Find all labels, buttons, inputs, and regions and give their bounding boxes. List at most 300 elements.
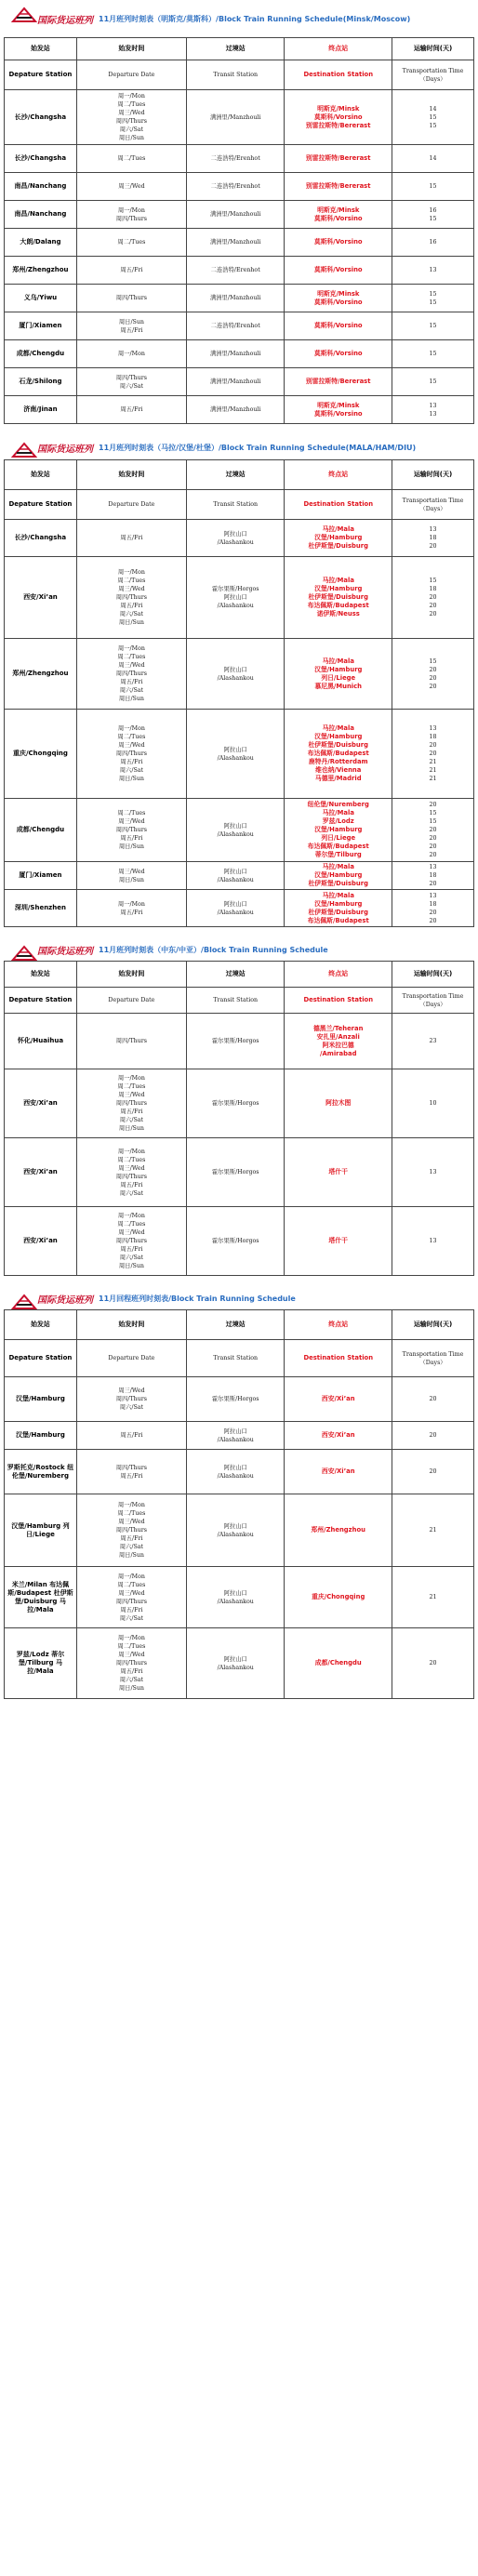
- transit-line: 阿拉山口: [223, 1589, 247, 1597]
- column-header: 终点站: [285, 1310, 392, 1340]
- origin-station: 怀化/Huaihua: [5, 1014, 77, 1069]
- column-header: 始发站: [5, 1310, 77, 1340]
- departure-date: 周五/Fri: [120, 1109, 143, 1115]
- origin-station: 长沙/Changsha: [5, 90, 77, 145]
- origin-station: 南昌/Nanchang: [5, 173, 77, 201]
- schedule-section: [0, 0, 478, 424]
- transit-line: /Alashankou: [217, 1598, 254, 1605]
- transit-station: [186, 1628, 285, 1699]
- transit-line: /Alashankou: [217, 909, 254, 916]
- transit-station: [186, 90, 285, 145]
- days-value: 15: [429, 299, 437, 306]
- destination-stations: [285, 890, 392, 927]
- transport-days: [392, 890, 474, 927]
- days-value: 20: [429, 827, 437, 833]
- departure-date: 周二/Tues: [117, 1083, 146, 1090]
- column-subheader: Transportation Time（Days）: [392, 1340, 474, 1377]
- table-row: [5, 1628, 474, 1699]
- departure-dates: [76, 1377, 186, 1422]
- transit-line: 霍尔果斯/Horgos: [211, 1396, 259, 1402]
- table-row: [5, 557, 474, 639]
- departure-date: 周六/Sat: [119, 1677, 144, 1683]
- transit-line: /Alashankou: [217, 538, 254, 546]
- days-value: 20: [429, 611, 437, 617]
- destination: 诺伊斯/Neuss: [316, 610, 360, 617]
- departure-dates: [76, 173, 186, 201]
- transit-line: /Alashankou: [217, 830, 254, 838]
- column-subheader: Transit Station: [186, 988, 285, 1014]
- schedule-section: [0, 938, 478, 1276]
- destination-stations: [285, 520, 392, 557]
- destination: 别雷拉斯特/Bererast: [306, 182, 371, 190]
- days-value: 13: [429, 725, 437, 732]
- days-value: 15: [429, 818, 437, 825]
- transit-station: [186, 257, 285, 285]
- train-logo-icon: [11, 7, 37, 23]
- days-value: 14: [429, 105, 437, 113]
- departure-date: 周五/Fri: [120, 1472, 143, 1480]
- departure-date: 周三/Wed: [118, 742, 145, 749]
- transit-line: 满洲里/Manzhouli: [209, 406, 261, 413]
- table-row: [5, 90, 474, 145]
- column-header: 过境站: [186, 962, 285, 988]
- departure-date: 周一/Mon: [117, 900, 145, 908]
- transit-station: [186, 710, 285, 799]
- transit-station: [186, 173, 285, 201]
- destination-stations: [285, 396, 392, 424]
- departure-dates: [76, 257, 186, 285]
- departure-date: 周五/Fri: [120, 603, 143, 609]
- column-subheader: Destination Station: [285, 988, 392, 1014]
- transit-line: 二连浩特/Erenhot: [210, 323, 260, 329]
- brand-name: 国际货运班列: [37, 1295, 93, 1306]
- column-subheader: Transportation Time（Days）: [392, 490, 474, 520]
- days-value: 15: [429, 215, 437, 222]
- destination-stations: [285, 1450, 392, 1494]
- transit-line: 阿拉山口: [223, 530, 247, 538]
- transit-line: /Alashankou: [217, 1436, 254, 1443]
- table-row: [5, 1138, 474, 1207]
- departure-date: 周五/Fri: [120, 535, 143, 541]
- transport-days: [392, 639, 474, 710]
- departure-date: 周四/Thurs: [115, 671, 148, 677]
- transit-line: 阿拉山口: [223, 1522, 247, 1530]
- transit-station: [186, 368, 285, 396]
- transit-line: 阿拉山口: [223, 822, 247, 830]
- destination: 列日/Liege: [321, 673, 356, 682]
- transport-days: [392, 1494, 474, 1567]
- transit-line: 满洲里/Manzhouli: [209, 295, 261, 301]
- destination: 汉堡/Hamburg: [314, 585, 363, 592]
- days-value: 20: [429, 802, 437, 808]
- days-value: 20: [429, 674, 437, 682]
- origin-station: 汉堡/Hamburg 列日/Liege: [5, 1494, 77, 1567]
- destination-stations: [285, 1422, 392, 1450]
- days-value: 20: [429, 1660, 437, 1666]
- column-header: 始发时间: [76, 460, 186, 490]
- brand-name: 国际货运班列: [37, 444, 93, 455]
- days-value: 20: [429, 917, 437, 924]
- destination: 维也纳/Vienna: [315, 766, 362, 774]
- origin-station: 大朗/Dalang: [5, 229, 77, 257]
- departure-date: 周日/Sun: [118, 1125, 144, 1132]
- transit-station: [186, 557, 285, 639]
- departure-date: 周一/Mon: [117, 1213, 145, 1219]
- departure-date: 周四/Thurs: [115, 594, 148, 601]
- table-row: [5, 145, 474, 173]
- transit-station: [186, 340, 285, 368]
- destination: 汉堡/Hamburg: [314, 871, 363, 879]
- destination: 莫斯科/Vorsino: [313, 409, 363, 418]
- departure-date: 周一/Mon: [117, 93, 145, 100]
- destination-stations: [285, 90, 392, 145]
- departure-date: 周六/Sat: [119, 767, 144, 774]
- days-value: 20: [429, 666, 437, 673]
- transport-days: [392, 1422, 474, 1450]
- destination: 布达佩斯/Budapest: [307, 843, 369, 850]
- transit-line: /Alashankou: [217, 603, 254, 609]
- days-value: 13: [429, 410, 437, 418]
- destination: 布达佩斯/Budapest: [307, 602, 369, 609]
- departure-date: 周日/Sun: [118, 318, 144, 325]
- transport-days: [392, 1450, 474, 1494]
- destination: 塔什干: [328, 1237, 348, 1244]
- days-value: 20: [429, 909, 437, 916]
- transport-days: [392, 1207, 474, 1276]
- departure-date: 周三/Wed: [118, 183, 145, 190]
- days-value: 18: [429, 872, 437, 879]
- destination: 明斯克/Minsk: [317, 206, 360, 214]
- days-value: 13: [429, 892, 437, 899]
- transport-days: [392, 710, 474, 799]
- departure-date: 周日/Sun: [118, 1552, 144, 1559]
- destination: 杜伊斯堡/Duisburg: [308, 741, 368, 749]
- section-title: 11月班列时刻表（中东/中亚）/Block Train Running Schedule: [99, 945, 328, 954]
- table-subheader-row: [5, 60, 474, 90]
- departure-date: 周五/Fri: [120, 267, 143, 273]
- days-value: 21: [429, 767, 437, 774]
- destination-stations: [285, 340, 392, 368]
- origin-station: 罗兹/Lodz 蒂尔堡/Tilburg 马拉/Mala: [5, 1628, 77, 1699]
- days-value: 20: [429, 543, 437, 550]
- transport-days: [392, 340, 474, 368]
- destination: 莫斯科/Vorsino: [313, 214, 363, 222]
- departure-date: 周六/Sat: [119, 1189, 144, 1197]
- departure-date: 周六/Sat: [119, 126, 144, 133]
- departure-date: 周五/Fri: [120, 835, 143, 842]
- origin-station: 厦门/Xiamen: [5, 862, 77, 890]
- train-logo-icon: [11, 442, 37, 458]
- departure-date: 周日/Sun: [118, 1263, 144, 1269]
- transit-station: [186, 1377, 285, 1422]
- destination: 莫斯科/Vorsino: [313, 298, 363, 306]
- origin-station: 汉堡/Hamburg: [5, 1377, 77, 1422]
- table-row: [5, 340, 474, 368]
- destination: 马拉/Mala: [322, 724, 354, 732]
- departure-date: 周日/Sun: [118, 696, 144, 702]
- transport-days: [392, 862, 474, 890]
- destination: 杜伊斯堡/Duisburg: [308, 880, 368, 887]
- transit-station: [186, 229, 285, 257]
- destination: 慕尼黑/Munich: [314, 682, 362, 690]
- transit-station: [186, 1014, 285, 1069]
- departure-dates: [76, 1567, 186, 1628]
- departure-date: 周一/Mon: [117, 1502, 145, 1508]
- table-row: [5, 890, 474, 927]
- table-row: [5, 1450, 474, 1494]
- transport-days: [392, 201, 474, 229]
- schedule-table: [4, 37, 474, 424]
- transport-days: [392, 257, 474, 285]
- destination: 杜伊斯堡/Duisburg: [308, 542, 368, 550]
- transit-station: [186, 1422, 285, 1450]
- column-header: 过境站: [186, 1310, 285, 1340]
- destination: 郑州/Zhengzhou: [311, 1526, 365, 1534]
- departure-date: 周一/Mon: [117, 725, 145, 732]
- transit-line: 满洲里/Manzhouli: [209, 378, 261, 385]
- schedule-table: [4, 1309, 474, 1699]
- departure-date: 周四/Thurs: [115, 374, 148, 381]
- section-title: 11月班列时刻表（明斯克/莫斯科）/Block Train Running Schedule(Minsk/Moscow): [99, 14, 411, 23]
- departure-date: 周一/Mon: [117, 569, 145, 576]
- days-value: 13: [429, 1169, 437, 1175]
- days-value: 20: [429, 683, 437, 690]
- transport-days: [392, 145, 474, 173]
- column-subheader: Transit Station: [186, 490, 285, 520]
- transport-days: [392, 285, 474, 312]
- column-header: 始发站: [5, 962, 77, 988]
- destination-stations: [285, 710, 392, 799]
- transit-station: [186, 862, 285, 890]
- destination: 别雷拉斯特/Bererast: [306, 378, 371, 385]
- destination: 西安/Xi’an: [321, 1395, 355, 1402]
- transit-station: [186, 1207, 285, 1276]
- transit-line: 二连浩特/Erenhot: [210, 183, 260, 190]
- departure-date: 周四/Thurs: [115, 215, 148, 222]
- departure-date: 周二/Tues: [117, 1221, 146, 1228]
- days-value: 13: [429, 526, 437, 533]
- days-value: 15: [429, 657, 437, 665]
- destination: 汉堡/Hamburg: [314, 899, 363, 908]
- column-subheader: Destination Station: [285, 490, 392, 520]
- train-logo-icon: [11, 945, 37, 962]
- days-value: 18: [429, 900, 437, 908]
- table-row: [5, 862, 474, 890]
- departure-date: 周二/Tues: [117, 654, 146, 660]
- destination: 马拉/Mala: [322, 525, 354, 533]
- transit-station: [186, 1450, 285, 1494]
- column-subheader: Departure Date: [76, 1340, 186, 1377]
- table-header-row: [5, 1310, 474, 1340]
- destination: 西安/Xi’an: [321, 1431, 355, 1439]
- departure-date: 周二/Tues: [117, 810, 146, 817]
- departure-date: 周五/Fri: [120, 1606, 143, 1613]
- transit-line: 满洲里/Manzhouli: [209, 211, 261, 218]
- transit-line: 霍尔果斯/Horgos: [211, 586, 259, 592]
- departure-dates: [76, 1628, 186, 1699]
- transit-line: /Alashankou: [217, 674, 254, 682]
- table-header-row: [5, 460, 474, 490]
- table-row: [5, 312, 474, 340]
- departure-date: 周一/Mon: [117, 1573, 145, 1580]
- origin-station: 南昌/Nanchang: [5, 201, 77, 229]
- destination: 列日/Liege: [321, 834, 356, 842]
- column-subheader: Destination Station: [285, 1340, 392, 1377]
- section-header: [0, 0, 478, 37]
- destination-stations: [285, 799, 392, 862]
- departure-dates: [76, 340, 186, 368]
- destination: 莫斯科/Vorsino: [313, 322, 363, 329]
- transport-days: [392, 520, 474, 557]
- destination-stations: [285, 1628, 392, 1699]
- departure-date: 周五/Fri: [120, 1432, 143, 1439]
- transport-days: [392, 1567, 474, 1628]
- departure-date: 周三/Wed: [118, 1652, 145, 1658]
- departure-dates: [76, 368, 186, 396]
- transit-station: [186, 201, 285, 229]
- departure-date: 周二/Tues: [117, 578, 146, 584]
- destination-stations: [285, 1138, 392, 1207]
- days-value: 21: [429, 759, 437, 765]
- days-value: 20: [429, 594, 437, 601]
- table-row: [5, 1494, 474, 1567]
- days-value: 18: [429, 734, 437, 740]
- days-value: 18: [429, 586, 437, 592]
- departure-date: 周日/Sun: [118, 619, 144, 626]
- days-value: 15: [429, 113, 437, 121]
- column-header: 终点站: [285, 38, 392, 60]
- departure-date: 周四/Thurs: [115, 827, 148, 833]
- destination: 塔什干: [328, 1168, 348, 1175]
- departure-date: 周四/Thurs: [115, 1598, 148, 1605]
- departure-dates: [76, 201, 186, 229]
- section-title: 11月回程班列时刻表/Block Train Running Schedule: [99, 1294, 296, 1303]
- departure-date: 周二/Tues: [117, 239, 146, 246]
- destination: 莫斯科/Vorsino: [313, 238, 363, 246]
- departure-date: 周四/Thurs: [115, 1038, 148, 1044]
- transit-station: [186, 396, 285, 424]
- destination: 布达佩斯/Budapest: [307, 750, 369, 757]
- table-row: [5, 201, 474, 229]
- column-header: 运输时间(天): [392, 1310, 474, 1340]
- origin-station: 义乌/Yiwu: [5, 285, 77, 312]
- transport-days: [392, 1014, 474, 1069]
- column-header: 终点站: [285, 460, 392, 490]
- departure-date: 周三/Wed: [118, 1589, 145, 1597]
- departure-dates: [76, 890, 186, 927]
- destination: 德黑兰/Teheran: [313, 1024, 364, 1032]
- departure-date: 周五/Fri: [120, 406, 143, 413]
- departure-dates: [76, 1014, 186, 1069]
- days-value: 21: [429, 1527, 437, 1534]
- departure-date: 周四/Thurs: [115, 750, 148, 757]
- destination: 蒂尔堡/Tilburg: [314, 851, 362, 858]
- column-header: 始发站: [5, 38, 77, 60]
- departure-date: 周三/Wed: [118, 1388, 145, 1394]
- transit-line: 霍尔果斯/Horgos: [211, 1169, 259, 1175]
- days-value: 15: [429, 351, 437, 357]
- destination: 明斯克/Minsk: [317, 104, 360, 113]
- column-subheader: Depature Station: [5, 490, 77, 520]
- days-value: 20: [429, 750, 437, 757]
- transit-line: 满洲里/Manzhouli: [209, 239, 261, 246]
- destination: 汉堡/Hamburg: [314, 733, 363, 740]
- destination-stations: [285, 1377, 392, 1422]
- table-row: [5, 1567, 474, 1628]
- transit-station: [186, 1494, 285, 1567]
- days-value: 15: [429, 323, 437, 329]
- transport-days: [392, 229, 474, 257]
- transit-station: [186, 285, 285, 312]
- destination: 马拉/Mala: [322, 863, 354, 870]
- transport-days: [392, 799, 474, 862]
- destination: 马拉/Mala: [322, 809, 354, 817]
- destination: 莫斯科/Vorsino: [313, 350, 363, 357]
- destination: 西安/Xi’an: [321, 1467, 355, 1475]
- departure-date: 周五/Fri: [120, 759, 143, 765]
- brand-name: 国际货运班列: [37, 15, 93, 26]
- transport-days: [392, 396, 474, 424]
- transport-days: [392, 173, 474, 201]
- departure-dates: [76, 1422, 186, 1450]
- destination: 鹿特丹/Rotterdam: [308, 758, 368, 765]
- table-row: [5, 368, 474, 396]
- transit-line: 阿拉山口: [223, 1427, 247, 1435]
- transit-station: [186, 1138, 285, 1207]
- column-subheader: Departure Date: [76, 988, 186, 1014]
- destination: 汉堡/Hamburg: [314, 534, 363, 541]
- transit-line: /Alashankou: [217, 1531, 254, 1538]
- departure-date: 周二/Tues: [117, 1156, 146, 1163]
- destination: 成都/Chengdu: [314, 1659, 362, 1666]
- days-value: 13: [429, 864, 437, 870]
- origin-station: 成都/Chengdu: [5, 799, 77, 862]
- column-header: 过境站: [186, 38, 285, 60]
- column-subheader: Transit Station: [186, 60, 285, 90]
- days-value: 20: [429, 881, 437, 887]
- origin-station: 厦门/Xiamen: [5, 312, 77, 340]
- days-value: 14: [429, 155, 437, 162]
- column-subheader: Depature Station: [5, 60, 77, 90]
- transit-line: /Alashankou: [217, 876, 254, 883]
- destination-stations: [285, 312, 392, 340]
- departure-date: 周二/Tues: [117, 1581, 146, 1588]
- column-subheader: Transportation Time（Days）: [392, 988, 474, 1014]
- destination: 马拉/Mala: [322, 577, 354, 584]
- table-subheader-row: [5, 1340, 474, 1377]
- departure-date: 周三/Wed: [118, 586, 145, 592]
- departure-date: 周四/Thurs: [115, 1660, 148, 1666]
- destination-stations: [285, 285, 392, 312]
- departure-dates: [76, 710, 186, 799]
- days-value: 20: [429, 603, 437, 609]
- transit-line: 霍尔果斯/Horgos: [211, 1100, 259, 1107]
- table-row: [5, 520, 474, 557]
- column-subheader: Transportation Time（Days）: [392, 60, 474, 90]
- origin-station: 济南/Jinan: [5, 396, 77, 424]
- table-header-row: [5, 962, 474, 988]
- origin-station: 郑州/Zhengzhou: [5, 639, 77, 710]
- table-row: [5, 1377, 474, 1422]
- days-value: 13: [429, 1238, 437, 1244]
- departure-date: 周三/Wed: [118, 818, 145, 825]
- days-value: 20: [429, 843, 437, 850]
- departure-date: 周日/Sun: [118, 776, 144, 782]
- departure-dates: [76, 1494, 186, 1567]
- departure-dates: [76, 639, 186, 710]
- days-value: 21: [429, 776, 437, 782]
- departure-date: 周三/Wed: [118, 1092, 145, 1098]
